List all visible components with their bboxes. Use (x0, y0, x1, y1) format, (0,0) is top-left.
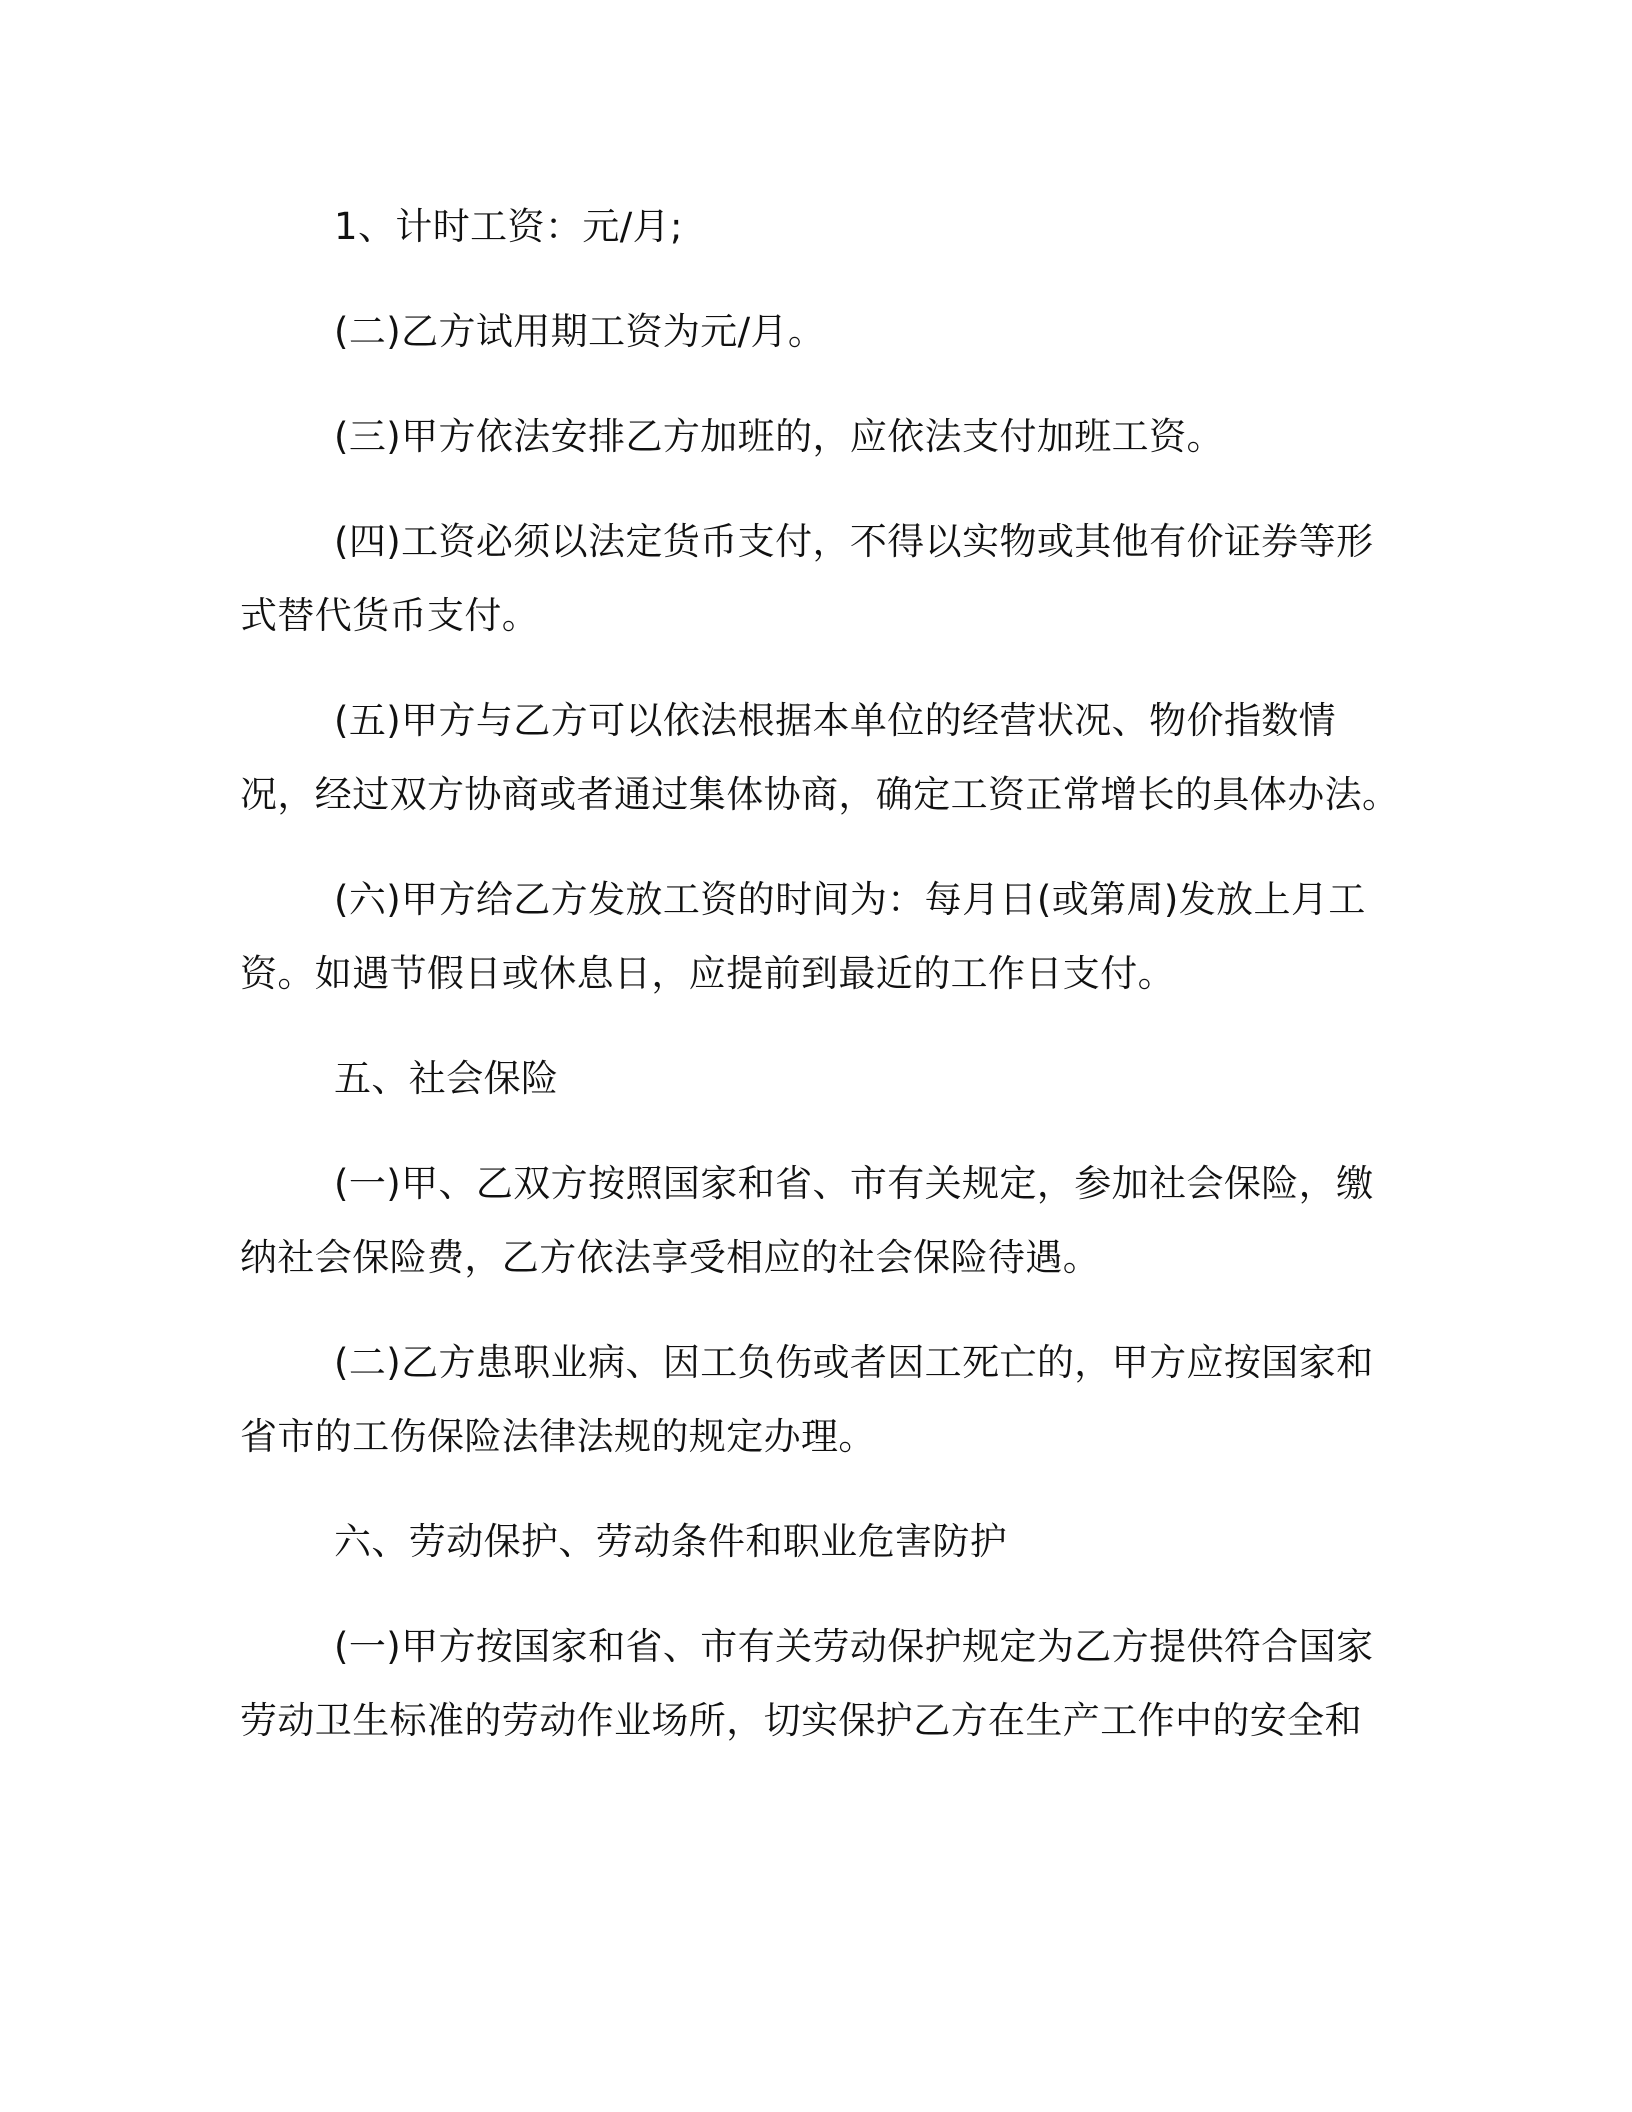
section-heading-labor-protection: 六、劳动保护、劳动条件和职业危害防护 (334, 1520, 1008, 1563)
paragraph-pay-date: (六)甲方给乙方发放工资的时间为：每月日(或第周)发放上月工资。如遇节假日或休息日，应提前到最近的工作日支付。 (240, 878, 1366, 995)
paragraph-workplace-safety: (一)甲方按国家和省、市有关劳动保护规定为乙方提供符合国家劳动卫生标准的劳动作业场所，切实保护乙方在生产工作中的安全和 (240, 1625, 1374, 1742)
paragraph-overtime-pay: (三)甲方依法安排乙方加班的，应依法支付加班工资。 (334, 415, 1224, 458)
paragraph-hourly-wage: 1、计时工资：元/月; (334, 205, 683, 248)
paragraph-insurance-participation: (一)甲、乙双方按照国家和省、市有关规定，参加社会保险，缴纳社会保险费，乙方依法享受相应的社会保险待遇。 (240, 1162, 1374, 1279)
paragraph-work-injury: (二)乙方患职业病、因工负伤或者因工死亡的，甲方应按国家和省市的工伤保险法律法规的规定办理。 (240, 1341, 1374, 1458)
paragraph-probation-wage: (二)乙方试用期工资为元/月。 (334, 310, 826, 353)
paragraph-wage-growth: (五)甲方与乙方可以依法根据本单位的经营状况、物价指数情况，经过双方协商或者通过集体协商，确定工资正常增长的具体办法。 (240, 699, 1400, 816)
section-heading-social-insurance: 五、社会保险 (334, 1057, 559, 1100)
paragraph-legal-currency: (四)工资必须以法定货币支付，不得以实物或其他有价证券等形式替代货币支付。 (240, 520, 1374, 637)
document-body (240, 190, 1400, 1789)
